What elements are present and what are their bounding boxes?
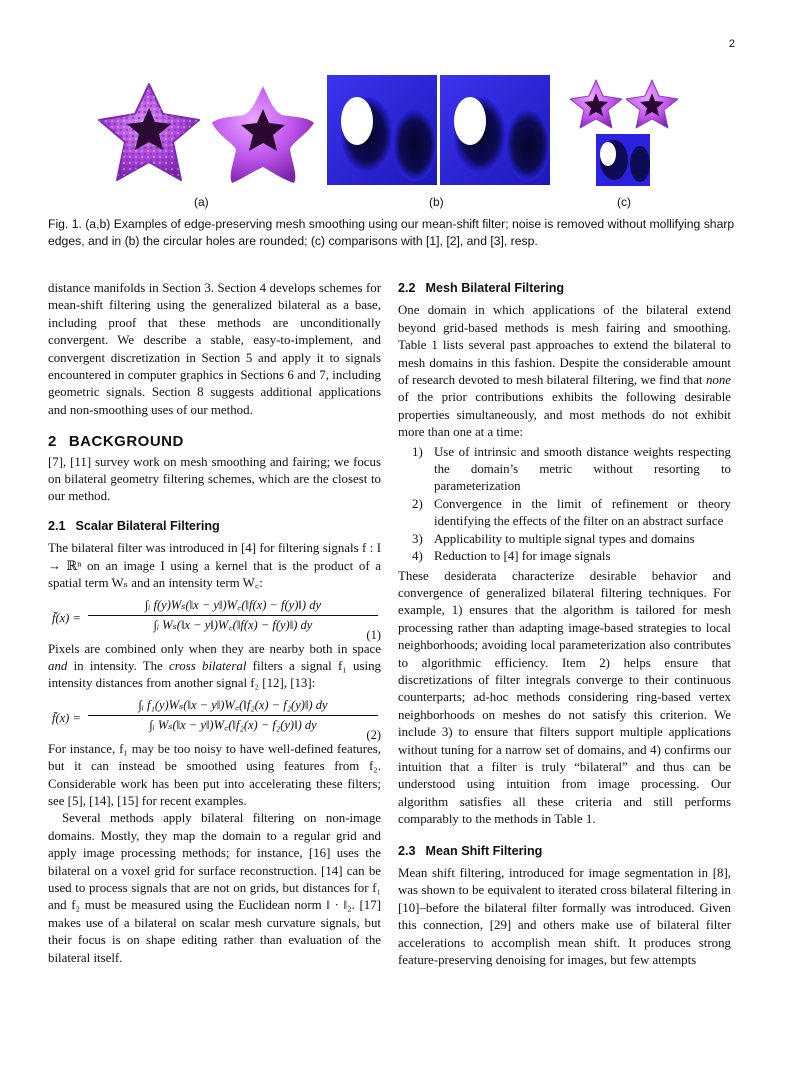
subsection-2-1-paragraph-4: Several methods apply bilateral filtering on non-image domains. Mostly, they map the domain to a regular grid and apply image processing methods; for instance, [16] uses the bilateral on a voxel grid for surface reconstruction. [14] can be used to process signals that are not on grids, but distances for f₁ and f₂ must be measured using the Euclidean norm ‖ · ‖₂. [17] makes use of a bilateral on scalar mesh curvature signals, but their focus is on shape editing rather than evaluation of the bilateral itself.	[48, 811, 381, 965]
text-run: filters a signal f₁ using intensity distances from another signal f₂ [12], [13]:	[48, 658, 381, 691]
subsection-number: 2.3	[398, 843, 416, 858]
subsection-title: Mesh Bilateral Filtering	[425, 281, 565, 295]
subsection-number: 2.2	[398, 281, 416, 295]
equation-denominator: ∫ᵢ Wₛ(‖x − y‖)W꜀(‖f₂(x) − f₂(y)‖) dy	[149, 718, 317, 733]
subsection-2-2-paragraph-1	[398, 302, 731, 441]
subsection-title: Mean Shift Filtering	[425, 843, 543, 858]
equation-fraction	[88, 697, 378, 735]
section-2-paragraph: [7], [11] survey work on mesh smoothing and fairing; we focus on bilateral geometry filtering schemes, which are the closest to our method.	[48, 454, 381, 504]
subsection-2-1-paragraph-3: For instance, f₁ may be too noisy to have well-defined features, but it can instead be smoothed using features from f₂. Considerable work has been put into accelerating these filters; see [5], [14], [15] for recent examples.	[48, 741, 381, 808]
subsection-number: 2.1	[48, 518, 66, 533]
text-run: in intensity. The	[67, 658, 169, 673]
figure-caption: Fig. 1. (a,b) Examples of edge-preserving mesh smoothing using our mean-shift filter; noise is removed without mollifying sharp edges, and in (b) the circular holes are rounded; (c) comparisons with [1], [2], and [3], resp.	[48, 217, 735, 248]
equation-2	[48, 697, 381, 743]
right-column	[398, 280, 731, 969]
emphasis: none	[705, 373, 731, 388]
list-marker: 2)	[412, 496, 423, 511]
equation-denominator: ∫ᵢ Wₛ(‖x − y‖)W꜀(‖f(x) − f(y)‖) dy	[153, 617, 313, 632]
page-number: 2	[728, 38, 735, 50]
intro-paragraph: distance manifolds in Section 3. Section 4 develops schemes for mean-shift filtering using the generalized bilateral as a base, including proof that these methods are unconditionally convergent. We describe a stable, easy-to-implement, and convergent discretization in Section 5 and apply it to signals encountered in computer graphics in Sections 6 and 7, including geometric signals. Section 8 suggests additional applications and non-smoothing uses of our method.	[48, 281, 381, 417]
list-item-text: Convergence in the limit of refinement or theory identifying the effects of the filter on an abstract surface	[434, 496, 731, 529]
text-run: of the prior contributions exhibits the following desirable properties simultaneously, and most methods do not exhibit more than one at a time:	[398, 390, 731, 440]
subsection-2-1-paragraph-1: The bilateral filter was introduced in [4] for filtering signals f : I → ℝⁿ on an image I using a kernel that is the product of a spatial term Wₛ and an intensity term W꜀:	[48, 541, 381, 591]
equation-number: (1)	[366, 628, 381, 643]
section-number: 2	[48, 433, 57, 451]
figure-panel-b	[327, 75, 550, 185]
left-column	[48, 280, 381, 967]
section-2-heading	[48, 433, 381, 450]
list-marker: 3)	[412, 531, 423, 546]
text-run: One domain in which applications of the bilateral extend beyond grid-based methods is mesh fairing and smoothing. Table 1 lists several past approaches to extend the bilateral to mesh domains in this fashion. Despite the considerable amount of research devoted to mesh bilateral filtering, we find that	[398, 303, 731, 388]
figure-1	[0, 75, 787, 210]
subsection-2-1-heading	[48, 518, 381, 535]
figure-label-b: (b)	[429, 195, 444, 209]
desiderata-list	[398, 444, 731, 566]
list-item	[398, 444, 731, 496]
subsection-2-2-paragraph-2: These desiderata characterize desirable behavior and convergence of generalized bilateral filtering techniques. For example, 1) ensures that the algorithm is tailored for mesh processing rather than adapting image-based strategies to local neighborhoods; avoiding local parameterization also contributes to algorithmic efficiency. Item 2) helps ensure that discretizations of filter integrals converge to their continuous counterparts; ad-hoc methods considering ring-based vertex neighborhoods on meshes do not satisfy this criterion. We include 3) to ensure that filters support multiple applications without tuning for a narrow set of domains, and 4) confirms our intuition that a filter is truly “bilateral” and thus can be understood using intuition from image processing. Our algorithm satisfies all these criteria and still performs comparably to the methods in Table 1.	[398, 568, 731, 827]
subsection-2-3-paragraph-1: Mean shift filtering, introduced for image segmentation in [8], was shown to be equivalent to iterated cross bilateral filtering in [10]–before the bilateral filter formally was introduced. Given this connection, [29] and others make use of bilateral filter accelerations to accomplish mean shift. It produces strong feature-preserving denoising for images, but few attempts	[398, 866, 731, 968]
section-title: BACKGROUND	[68, 433, 184, 451]
figure-panel-a-smooth-star	[208, 83, 318, 188]
list-marker: 1)	[412, 444, 423, 459]
figure-panel-c	[568, 78, 683, 188]
list-item	[398, 496, 731, 531]
list-item	[398, 548, 731, 565]
equation-lhs: f̄(x) =	[52, 610, 81, 625]
list-item-text: Applicability to multiple signal types and domains	[434, 531, 695, 546]
figure-label-c: (c)	[617, 195, 631, 209]
subsection-2-3-heading	[398, 843, 731, 860]
figure-label-a: (a)	[194, 195, 209, 209]
equation-number: (2)	[366, 728, 381, 743]
list-item-text: Use of intrinsic and smooth distance weights respecting the domain’s metric without resorting to parameterization	[434, 444, 731, 494]
list-item-text: Reduction to [4] for image signals	[434, 549, 611, 564]
subsection-2-1-paragraph-2	[48, 641, 381, 693]
emphasis: cross bilateral	[169, 658, 247, 673]
emphasis: and	[48, 658, 68, 673]
text-run: Pixels are combined only when they are nearby both in space	[48, 641, 381, 656]
equation-numerator: ∫ᵢ f(y)Wₛ(‖x − y‖)W꜀(‖f(x) − f(y)‖) dy	[88, 597, 378, 616]
equation-lhs: f̄(x) =	[52, 710, 81, 725]
subsection-2-2-heading	[398, 280, 731, 297]
list-item	[398, 531, 731, 548]
equation-fraction	[88, 597, 378, 635]
equation-numerator: ∫ᵢ f₁(y)Wₛ(‖x − y‖)W꜀(‖f₂(x) − f₂(y)‖) dy	[88, 697, 378, 716]
subsection-title: Scalar Bilateral Filtering	[75, 518, 220, 533]
equation-1	[48, 597, 381, 643]
figure-panel-a-noisy-star	[95, 80, 203, 188]
list-marker: 4)	[412, 549, 423, 564]
